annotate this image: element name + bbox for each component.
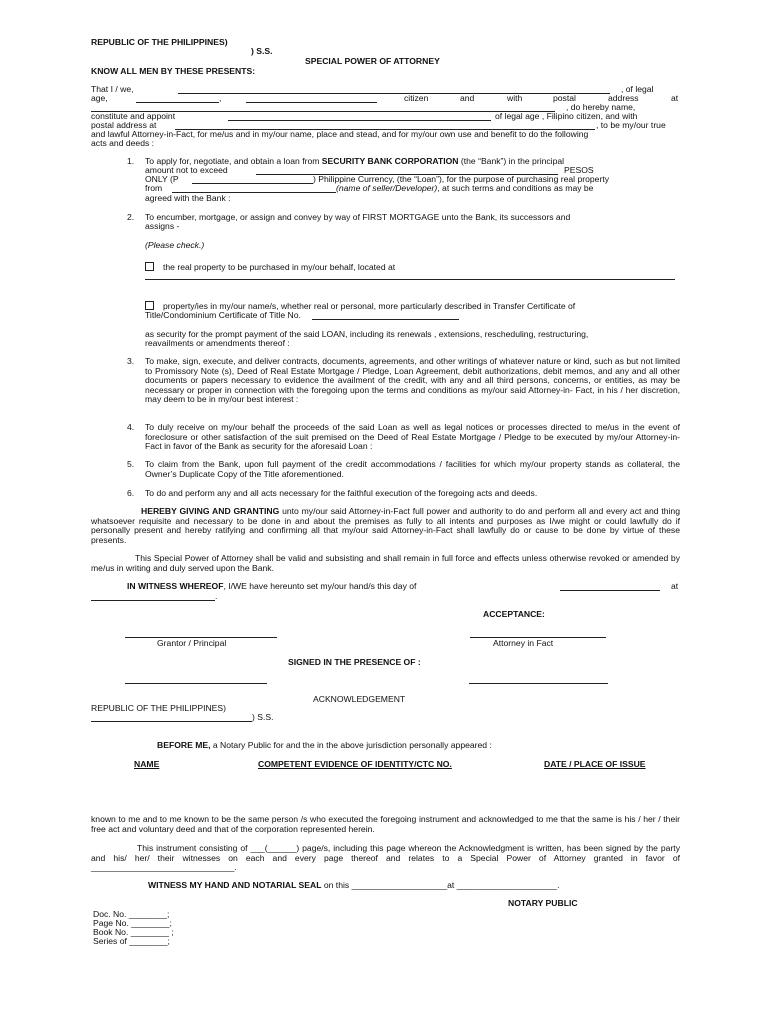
day-blank[interactable] [560, 590, 660, 591]
notarial-seal-line: WITNESS MY HAND AND NOTARIAL SEAL on this ____________________at _____________________. [148, 880, 560, 890]
intro-constitute: constitute and appoint [91, 111, 176, 121]
intro-filipino: of legal age , Filipino citizen, and with [495, 111, 638, 121]
property-location-blank[interactable] [145, 279, 675, 280]
intro-citizen: citizen [404, 93, 429, 103]
please-check-note: (Please check.) [145, 240, 205, 250]
book-no: Book No. ________ ; [93, 927, 174, 937]
item-2-line-1: To encumber, mortgage, or assign and convey by way of FIRST MORTGAGE unto the Bank, its successors and [145, 212, 571, 222]
item-1-agreed: agreed with the Bank : [145, 193, 231, 203]
title-number-blank[interactable] [312, 319, 459, 320]
option-real-property[interactable]: the real property to be purchased in my/our behalf, located at [145, 262, 395, 273]
comma: , [219, 93, 222, 103]
witness-at: at [671, 581, 679, 591]
intro-that: That I / we, [91, 84, 134, 94]
intro-of-legal: , of legal [621, 84, 654, 94]
intro-lawful: and lawful Attorney-in-Fact, for me/us and in my/our name, place and stead, and for my/our own use and benefit to do the following [91, 129, 589, 139]
grantor-label: Grantor / Principal [157, 638, 227, 648]
loan-amount-figure-blank[interactable] [192, 183, 313, 184]
security-line-2: reavailments or amendments thereof : [145, 338, 290, 348]
ack-republic: REPUBLIC OF THE PHILIPPINES) [91, 703, 226, 713]
col-date-header: DATE / PLACE OF ISSUE [544, 759, 646, 769]
intro-address: address [608, 93, 639, 103]
item-6-number: 6. [127, 488, 135, 498]
ack-ss: ) S.S. [252, 712, 274, 722]
republic-header: REPUBLIC OF THE PHILIPPINES) [91, 37, 228, 47]
item-1-line-1: To apply for, negotiate, and obtain a loan from SECURITY BANK CORPORATION (the “Bank”) in the principal [145, 156, 565, 166]
option-title-no: Title/Condominium Certificate of Title No. [145, 310, 301, 320]
validity-paragraph: This Special Power of Attorney shall be valid and subsisting and shall remain in full force and effects unless otherwise revoked or amended by me/us in writing and duly served upon the Bank. [91, 553, 680, 573]
citizenship-blank[interactable] [246, 102, 377, 103]
item-4-number: 4. [127, 422, 135, 432]
intro-and: and [460, 93, 475, 103]
intro-postal-address: postal address at [91, 120, 157, 130]
witness-2-line[interactable] [469, 683, 608, 684]
option-properties[interactable]: property/ies in my/our name/s, whether real or personal, more particularly described in Transfer Certificate of [145, 301, 575, 312]
acceptance-heading: ACCEPTANCE: [483, 609, 545, 619]
item-1-seller: (name of seller/Developer), at such terms and conditions as may be [336, 183, 594, 193]
item-1-pesos: PESOS [564, 165, 594, 175]
item-2-line-2: assigns - [145, 221, 180, 231]
checkbox-icon[interactable] [145, 301, 154, 310]
intro-with: with [507, 93, 523, 103]
intro-age: age, [91, 93, 108, 103]
item-1-from: from [145, 183, 163, 193]
witness-whereof: IN WITNESS WHEREOF, I/WE have hereunto set my/our hand/s this day of [127, 581, 417, 591]
item-5-number: 5. [127, 459, 135, 469]
doc-no: Doc. No. ________; [93, 909, 170, 919]
intro-acts: acts and deeds : [91, 138, 155, 148]
known-paragraph: known to me and to me known to be the same person /s who executed the foregoing instrument and acknowledged to me that the same is his / her / their free act and voluntary deed and that of the corporation represented herein. [91, 814, 680, 834]
item-6-text: To do and perform any and all acts necessary for the faithful execution of the foregoing acts and deeds. [145, 488, 538, 498]
instrument-paragraph: This instrument consisting of ___(______) page/s, including this page whereon the Acknowledgment is written, has been signed by the party and his/ her/ their witnesses on each and every page thereof and relates to a Special Power of Attorney granted in favor of ______________________________. [91, 843, 680, 872]
notary-public-label: NOTARY PUBLIC [508, 898, 578, 908]
ss-header: ) S.S. [251, 46, 273, 56]
checkbox-icon[interactable] [145, 262, 154, 271]
item-5-text: To claim from the Bank, upon full payment of the credit accommodations / facilities for which my/our property stands as collateral, the Owner’s Duplicate Copy of the Title aforementioned. [145, 459, 680, 479]
page-no: Page No. ________; [93, 918, 172, 928]
attorney-name-blank[interactable] [228, 120, 491, 121]
place-blank[interactable] [91, 600, 215, 601]
col-evidence-header: COMPETENT EVIDENCE OF IDENTITY/CTC NO. [258, 759, 452, 769]
signed-presence-heading: SIGNED IN THE PRESENCE OF : [288, 657, 421, 667]
page-title: SPECIAL POWER OF ATTORNEY [305, 56, 440, 66]
name-blank[interactable] [178, 93, 610, 94]
age-blank[interactable] [136, 102, 219, 103]
security-line-1: as security for the prompt payment of the said LOAN, including its renewals , extensions, rescheduling, restructuring, [145, 329, 589, 339]
know-all-heading: KNOW ALL MEN BY THESE PRESENTS: [91, 66, 256, 76]
item-1-number: 1. [127, 156, 135, 166]
item-4-text: To duly receive on my/our behalf the proceeds of the said Loan as well as legal notices or processes directed to me/us in the event of foreclosure or other satisfaction of the suit premised on the Deed of Real Estate Mortgage / Pledge to be executed by my/our Attorney-in-Fact in favor of the Bank as security for the aforesaid Loan : [145, 422, 680, 451]
period: . [215, 591, 218, 601]
col-name-header: NAME [134, 759, 160, 769]
intro-true: , to be my/our true [596, 120, 666, 130]
item-1-line-2: amount not to exceed [145, 165, 228, 175]
intro-postal: postal [553, 93, 576, 103]
item-2-number: 2. [127, 212, 135, 222]
item-1-only: ONLY (P [145, 174, 179, 184]
intro-hereby-name: , do hereby name, [566, 102, 636, 112]
item-1-purpose: ) Philippine Currency, (the “Loan”), for the purpose of purchasing real property [313, 174, 609, 184]
item-3-text: To make, sign, execute, and deliver contracts, documents, agreements, and other writings of whatever nature or kind, such as but not limited to Promissory Note (s), Deed of Real Estate Mortgage / Pledge, Loan Agreement, debit authorizations, debit memos, and any and all other documents or papers necessary to evidence the availment of the credit, with any and all third persons, concerns, or entities, as may be necessary or proper in connection with the foregoing upon the terms and conditions as my/our said Attorney-in- Fact, in his / her discretion, may deem to be in my/our best interest : [145, 356, 680, 404]
intro-at: at [671, 93, 679, 103]
hereby-granting-paragraph: HEREBY GIVING AND GRANTING unto my/our said Attorney-in-Fact full power and authority to do and perform all and every act and thing whatsoever requisite and necessary to be done in and about the premises as fully to all intents and purposes as I/we might or could lawfully do if personally present and hereby ratifying and confirming all that my/our said Attorney-in-Fact shall lawfully do or cause to be done by virtue of these presents. [91, 506, 680, 545]
attorney-label: Attorney in Fact [493, 638, 554, 648]
item-3-number: 3. [127, 356, 135, 366]
witness-1-line[interactable] [125, 683, 267, 684]
acknowledgement-title: ACKNOWLEDGEMENT [313, 694, 406, 704]
before-me-line: BEFORE ME, a Notary Public for and the in the above jurisdiction personally appeared : [157, 740, 492, 750]
ack-location-blank[interactable] [91, 721, 252, 722]
series-of: Series of ________; [93, 936, 170, 946]
